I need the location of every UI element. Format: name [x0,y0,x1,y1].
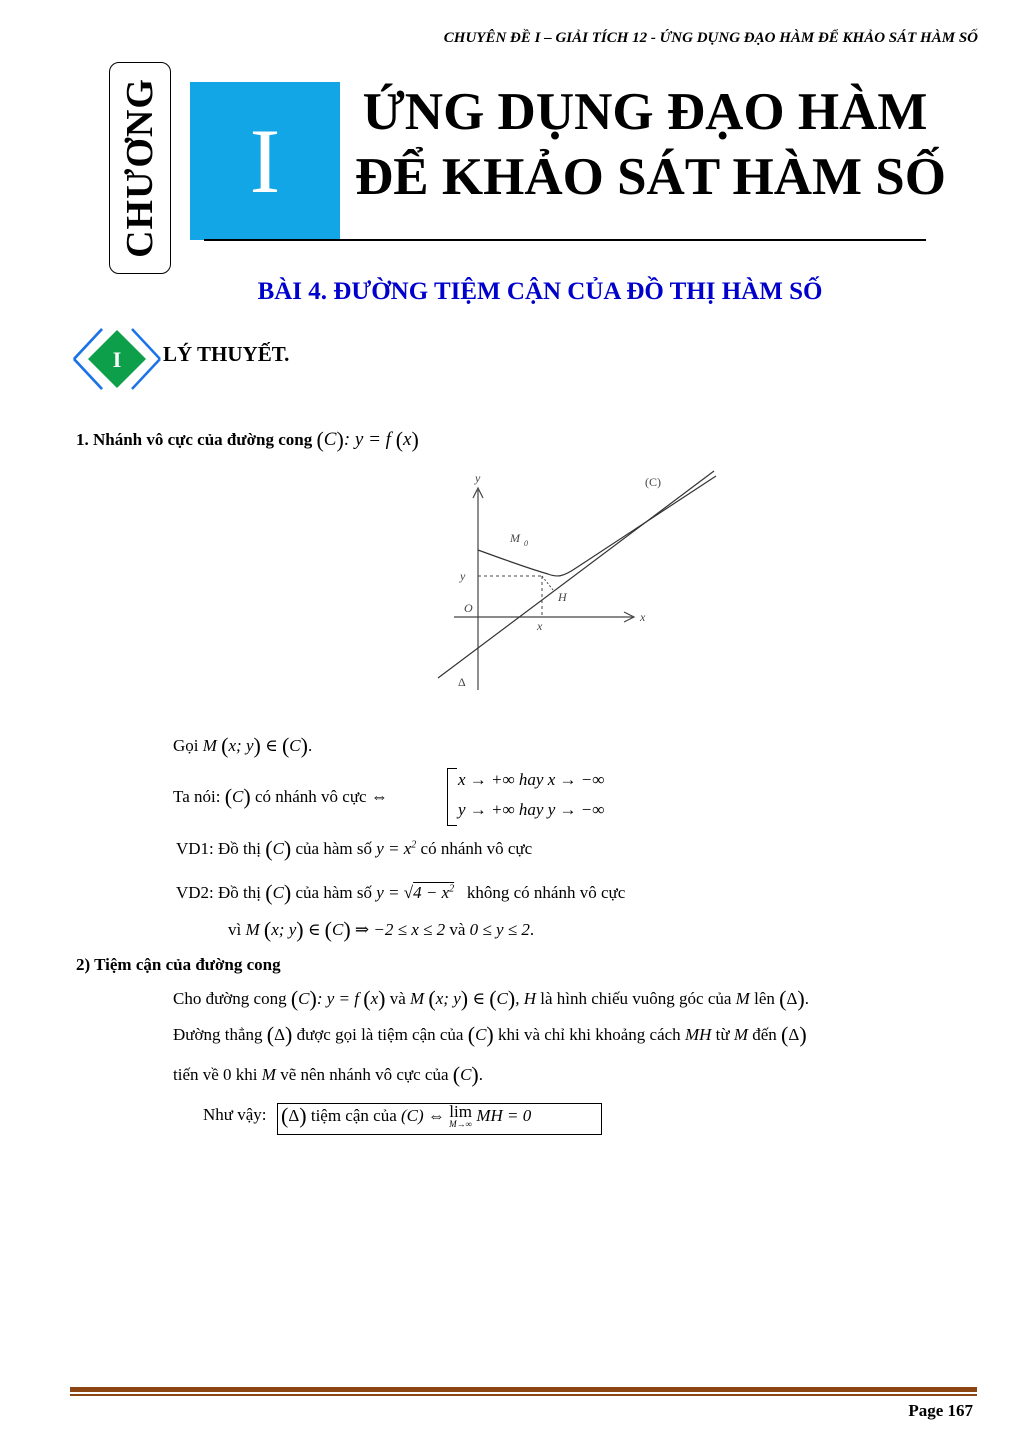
chapter-number: I [249,110,281,212]
fig-origin-label: O [464,601,473,615]
vd1-text: VD1: Đồ thị [176,839,261,858]
fig-delta-label: Δ [458,675,466,689]
duong-thang: Đường thẳng [173,1025,263,1044]
va-text-1: và [449,920,466,939]
tiem-can-cua: tiệm cận của [310,1106,397,1125]
lesson-title: BÀI 4. ĐƯỜNG TIỆM CẬN CỦA ĐỒ THỊ HÀM SỐ [257,278,823,305]
condition-bracket [447,768,457,826]
page-number: Page 167 [908,1401,973,1420]
line-goi: Gọi M (x; y) ∈ (C). [173,733,313,758]
vi-text: vì [228,920,242,939]
vd1-cua-ham-so: của hàm số [295,839,372,858]
fig-y-label: y [460,569,466,583]
vd1-co-nhanh: có nhánh vô cực [420,839,533,858]
section-roman: I [112,347,122,372]
chapter-title-line2: ĐỂ KHẢO SÁT HÀM SỐ [355,148,946,206]
fig-h-label: H [558,590,567,604]
duoc-goi: được gọi là tiệm cận của [296,1025,464,1044]
fig-m0-label: M [510,531,520,545]
footer-rule-thin [70,1394,977,1396]
hay-1: hay [518,770,544,789]
sec2-line1: Cho đường cong (C): y = f (x) và M (x; y) ∈ (C), H là hình chiếu vuông góc của M lên (Δ). [173,986,809,1011]
running-header: CHUYÊN ĐỀ I – GIẢI TÍCH 12 - ỨNG DỤNG ĐẠO HÀM ĐỂ KHẢO SÁT HÀM SỐ [443,30,978,46]
vd2-khong-co: không có nhánh vô cực [466,883,626,902]
ta-noi-text: Ta nói: [173,787,221,806]
len-text: lên [754,989,775,1008]
sec2-line3: tiến về 0 khi M vẽ nên nhánh vô cực của (C). [173,1062,483,1087]
section-label: LÝ THUYẾT. [163,342,290,366]
asymptote-definition: (Δ) tiệm cận của (C) ⇔ lim M→∞ MH = 0 [281,1102,532,1129]
ve-nen: vẽ nên nhánh vô cực của [280,1065,449,1084]
la-hinh-chieu: là hình chiếu vuông góc của [540,989,732,1008]
section1-heading: 1. Nhánh vô cực của đường cong (C): y = f (x) [76,427,419,452]
cho-duong-cong: Cho đường cong [173,989,287,1008]
chapter-label [109,62,171,274]
fig-x-axis-label: x [640,610,646,624]
example1: VD1: Đồ thị (C) của hàm số $y = x^2$ có nhánh vô cực [176,836,533,861]
fig-m0-sub: 0 [524,539,528,548]
goi-text: Gọi [173,736,199,755]
vd2-cua-ham-so: của hàm số [295,883,372,902]
den-text: đến [752,1025,777,1044]
fig-x-label: x [537,619,543,633]
example2-reason: vì M (x; y) ∈ (C) ⇒ −2 ≤ x ≤ 2 và 0 ≤ y ≤ 2. [228,917,535,942]
condition-line1: x → +∞ hay x → −∞ [458,770,605,789]
chapter-label-text: CHƯƠNG [119,78,161,258]
fig-y-axis-label: y [475,471,481,485]
section2-heading: 2) Tiệm cận của đường cong [76,955,281,974]
section1-heading-text: 1. Nhánh vô cực của đường cong [76,430,313,449]
title-underline [204,239,926,241]
va-text-2: và [389,989,406,1008]
condition-line2: y → +∞ hay y → −∞ [458,800,605,819]
asymptote-figure [430,464,730,694]
fig-curve-label: (C) [645,475,661,489]
khi-va-chi-khi: khi và chỉ khi khoảng cách [497,1025,681,1044]
line-ta-noi: Ta nói: (C) có nhánh vô cực ⇔ [173,784,388,809]
vd2-text: VD2: Đồ thị [176,883,261,902]
hay-2: hay [518,800,544,819]
chapter-title-line1: ỨNG DỤNG ĐẠO HÀM [362,83,928,141]
section-diamond-icon [70,326,164,392]
footer-rule [70,1387,977,1392]
chapter-number-block [190,82,340,240]
tu-text: từ [715,1025,730,1044]
example2: VD2: Đồ thị (C) của hàm số $y = √4 - x^2$ không có nhánh vô cực [176,880,626,905]
tien-ve: tiến về [173,1065,219,1084]
nhu-vay-label: Như vậy: [203,1105,267,1124]
co-nhanh-text: có nhánh vô cực [254,787,367,806]
sec2-line2: Đường thẳng (Δ) được gọi là tiệm cận của (C) khi và chỉ khi khoảng cách MH từ M đến (Δ) [173,1022,807,1047]
khi-text: khi [235,1065,258,1084]
